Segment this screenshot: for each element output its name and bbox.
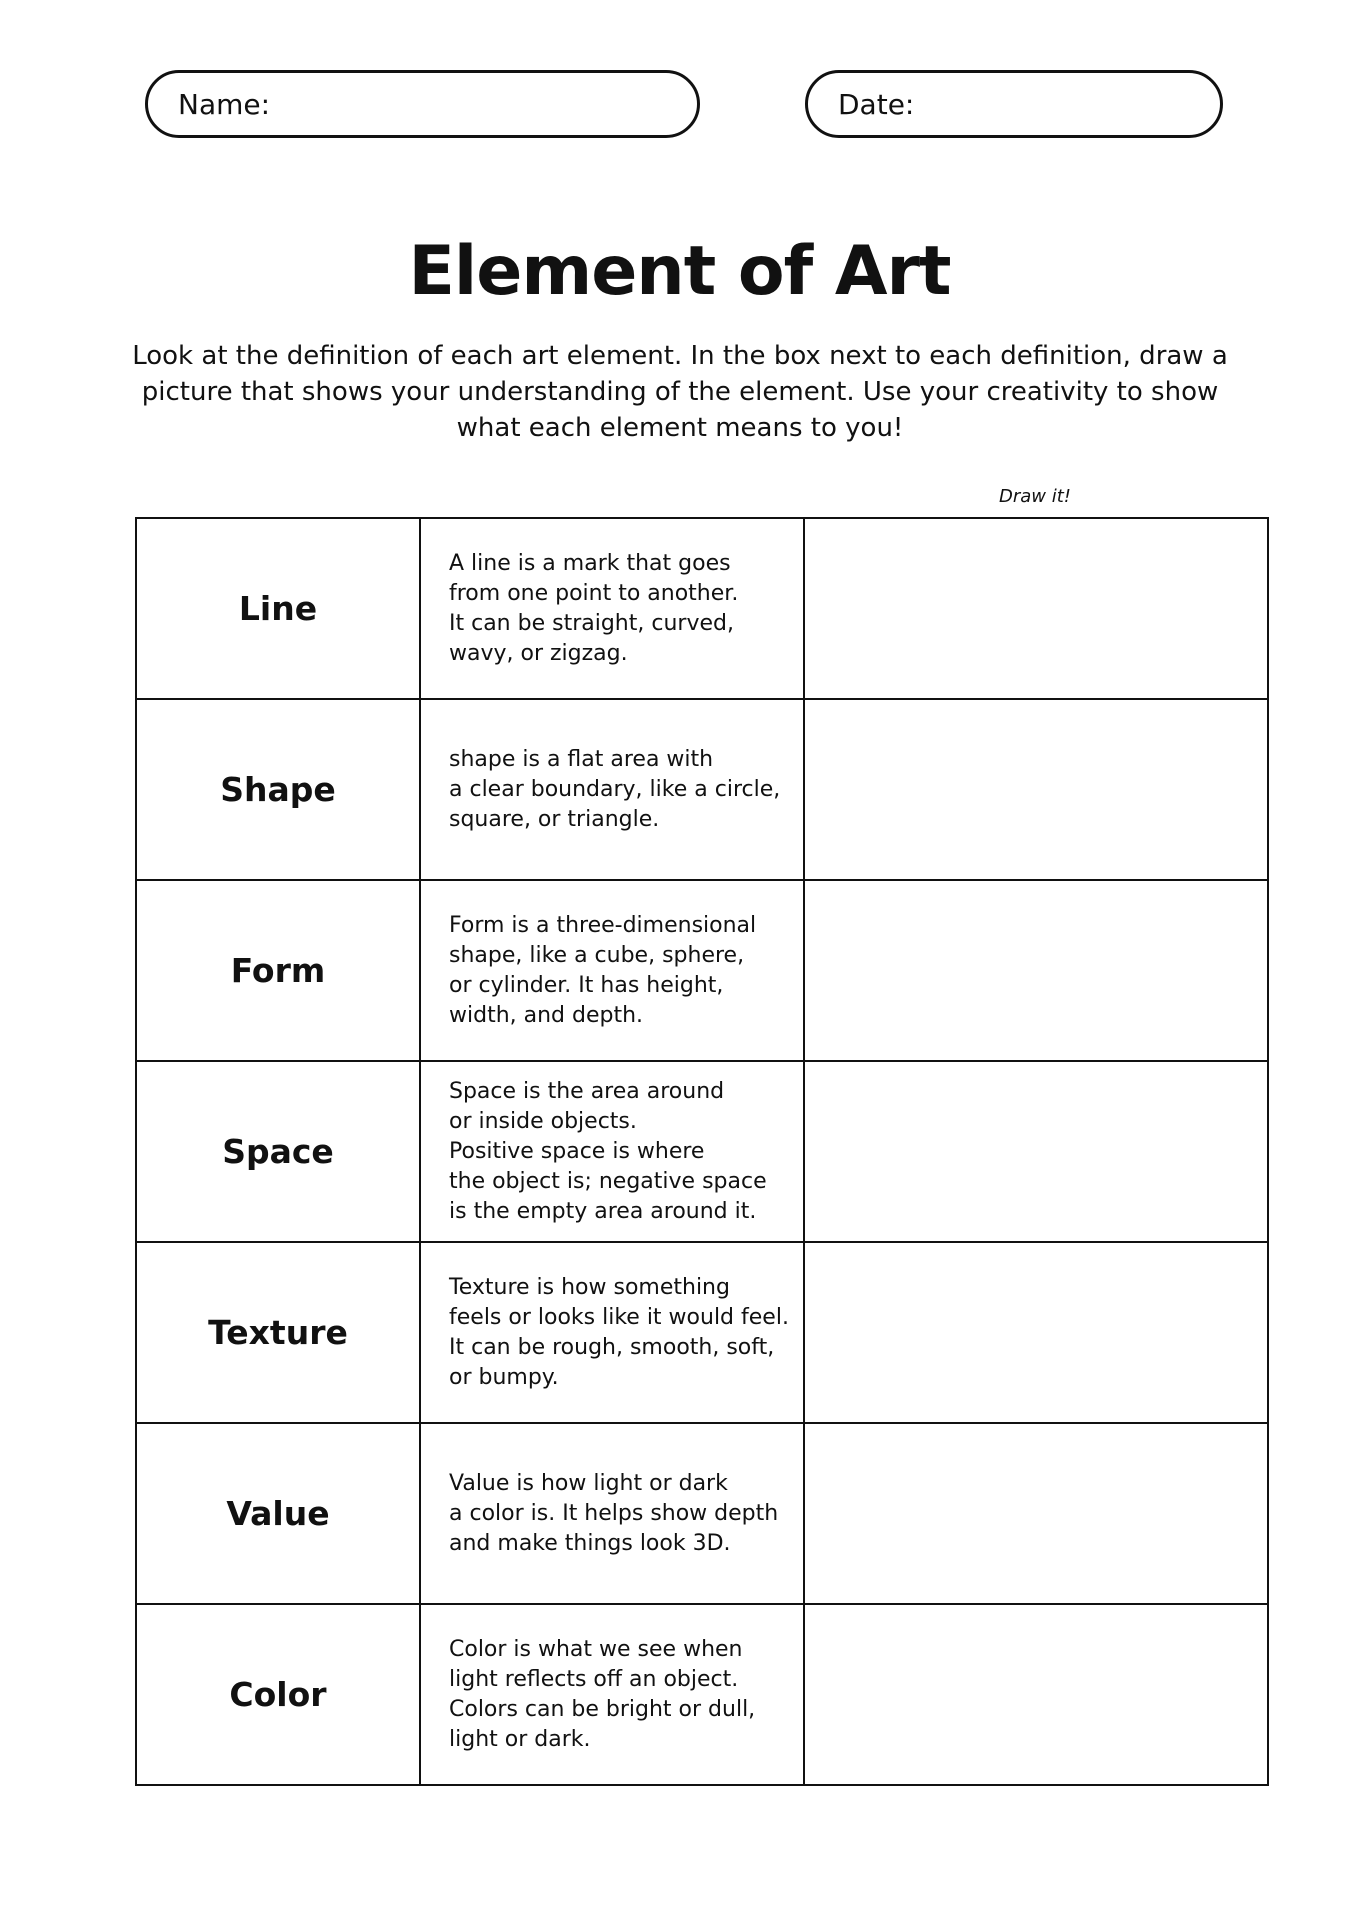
drawing-box-texture[interactable]: [804, 1242, 1268, 1423]
elements-table: [135, 517, 1269, 1786]
drawing-box-line[interactable]: [804, 518, 1268, 699]
term-line: Line: [136, 518, 420, 699]
name-label: Name:: [178, 87, 271, 121]
name-field[interactable]: [145, 70, 700, 138]
term-color: Color: [136, 1604, 420, 1785]
date-field[interactable]: [805, 70, 1223, 138]
definition-line: A line is a mark that goes from one point to another. It can be straight, curved, wavy, or zigzag.: [420, 518, 804, 699]
term-value: Value: [136, 1423, 420, 1604]
drawing-box-color[interactable]: [804, 1604, 1268, 1785]
table-row: [136, 699, 1268, 880]
table-row: [136, 1604, 1268, 1785]
table-row: [136, 1061, 1268, 1242]
drawing-box-form[interactable]: [804, 880, 1268, 1061]
drawing-box-shape[interactable]: [804, 699, 1268, 880]
term-form: Form: [136, 880, 420, 1061]
term-shape: Shape: [136, 699, 420, 880]
definition-texture: Texture is how something feels or looks like it would feel. It can be rough, smooth, soft, or bumpy.: [420, 1242, 804, 1423]
table-row: [136, 1242, 1268, 1423]
definition-space: Space is the area around or inside objects. Positive space is where the object is; negative space is the empty area around it.: [420, 1061, 804, 1242]
drawing-box-value[interactable]: [804, 1423, 1268, 1604]
term-texture: Texture: [136, 1242, 420, 1423]
date-label: Date:: [838, 87, 915, 121]
table-row: [136, 880, 1268, 1061]
drawing-box-space[interactable]: [804, 1061, 1268, 1242]
instructions-text: Look at the definition of each art element. In the box next to each definition, draw a picture that shows your understanding of the element. Use your creativity to show what each element means to you!: [132, 341, 1228, 443]
definition-value: Value is how light or dark a color is. It helps show depth and make things look 3D.: [420, 1423, 804, 1604]
definition-shape: shape is a flat area with a clear boundary, like a circle, square, or triangle.: [420, 699, 804, 880]
definition-form: Form is a three-dimensional shape, like a cube, sphere, or cylinder. It has height, width, and depth.: [420, 880, 804, 1061]
definition-color: Color is what we see when light reflects off an object. Colors can be bright or dull, light or dark.: [420, 1604, 804, 1785]
table-row: [136, 518, 1268, 699]
term-space: Space: [136, 1061, 420, 1242]
page-title: Element of Art: [408, 232, 951, 311]
draw-it-label: Draw it!: [998, 486, 1071, 507]
table-row: [136, 1423, 1268, 1604]
